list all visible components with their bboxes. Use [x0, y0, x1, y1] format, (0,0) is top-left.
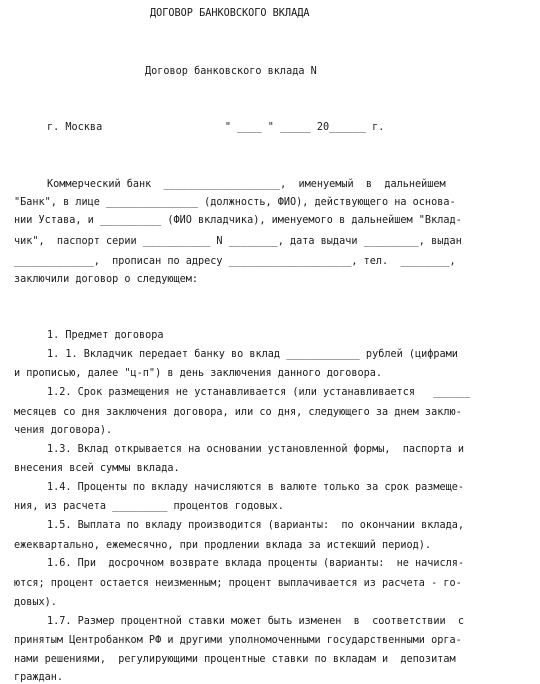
place-date-line: г. Москва " ____ " _____ 20______ г.: [47, 122, 385, 133]
clause-line: 1.2. Срок размещения не устанавливается (или устанавливается ______: [47, 387, 471, 398]
clause-line: 1.7. Размер процентной ставки может быть изменен в соответствии с: [47, 616, 465, 627]
clause-line: чения договора).: [14, 425, 113, 436]
clause-line: 1.5. Выплата по вкладу производится (варианты: по окончании вклада,: [47, 520, 465, 531]
clause-line: нами решениями, регулирующими процентные ставки по вкладам и депозитам: [14, 654, 456, 665]
contract-number: Договор банковского вклада N: [145, 66, 317, 77]
clause-line: 1.6. При досрочном возврате вклада проценты (варианты: не начисля-: [47, 558, 465, 569]
document-title: ДОГОВОР БАНКОВСКОГО ВКЛАДА: [150, 8, 310, 19]
clause-line: и прописью, далее "ц-п") в день заключения данного договора.: [14, 368, 383, 379]
preamble-line: "Банк", в лице _______________ (должность, ФИО), действующего на основа-: [14, 197, 456, 208]
clause-line: граждан.: [14, 672, 64, 683]
clause-line: ния, из расчета _________ процентов годовых.: [14, 501, 284, 512]
clause-line: 1.3. Вклад открывается на основании установленной формы, паспорта и: [47, 444, 465, 455]
preamble-line: нии Устава, и __________ (ФИО вкладчика), именуемого в дальнейшем "Вклад-: [14, 215, 462, 226]
clause-line: ежеквартально, ежемесячно, при продлении вклада за истекший период).: [14, 540, 432, 551]
clause-line: довых).: [14, 597, 57, 608]
clause-line: месяцев со дня заключения договора, или со дня, следующего за днем заклю-: [14, 407, 462, 418]
clause-line: принятым Центробанком РФ и другими уполномоченными государственными орга-: [14, 635, 462, 646]
preamble-line: _____________, прописан по адресу ____________________, тел. ________,: [14, 256, 456, 267]
preamble-line: чик", паспорт серии ___________ N ________, дата выдачи _________, выдан: [14, 236, 462, 247]
preamble-line: Коммерческий банк ___________________, именуемый в дальнейшем: [47, 179, 446, 190]
clause-line: внесения всей суммы вклада.: [14, 463, 180, 474]
clause-line: 1.4. Проценты по вкладу начисляются в валюте только за срок размеще-: [47, 482, 465, 493]
preamble-line: заключили договор о следующем:: [14, 274, 199, 285]
clause-line: 1. 1. Вкладчик передает банку во вклад ____________ рублей (цифрами: [47, 349, 458, 360]
section-heading: 1. Предмет договора: [47, 330, 164, 341]
clause-line: ются; процент остается неизменным; процент выплачивается из расчета - го-: [14, 578, 462, 589]
